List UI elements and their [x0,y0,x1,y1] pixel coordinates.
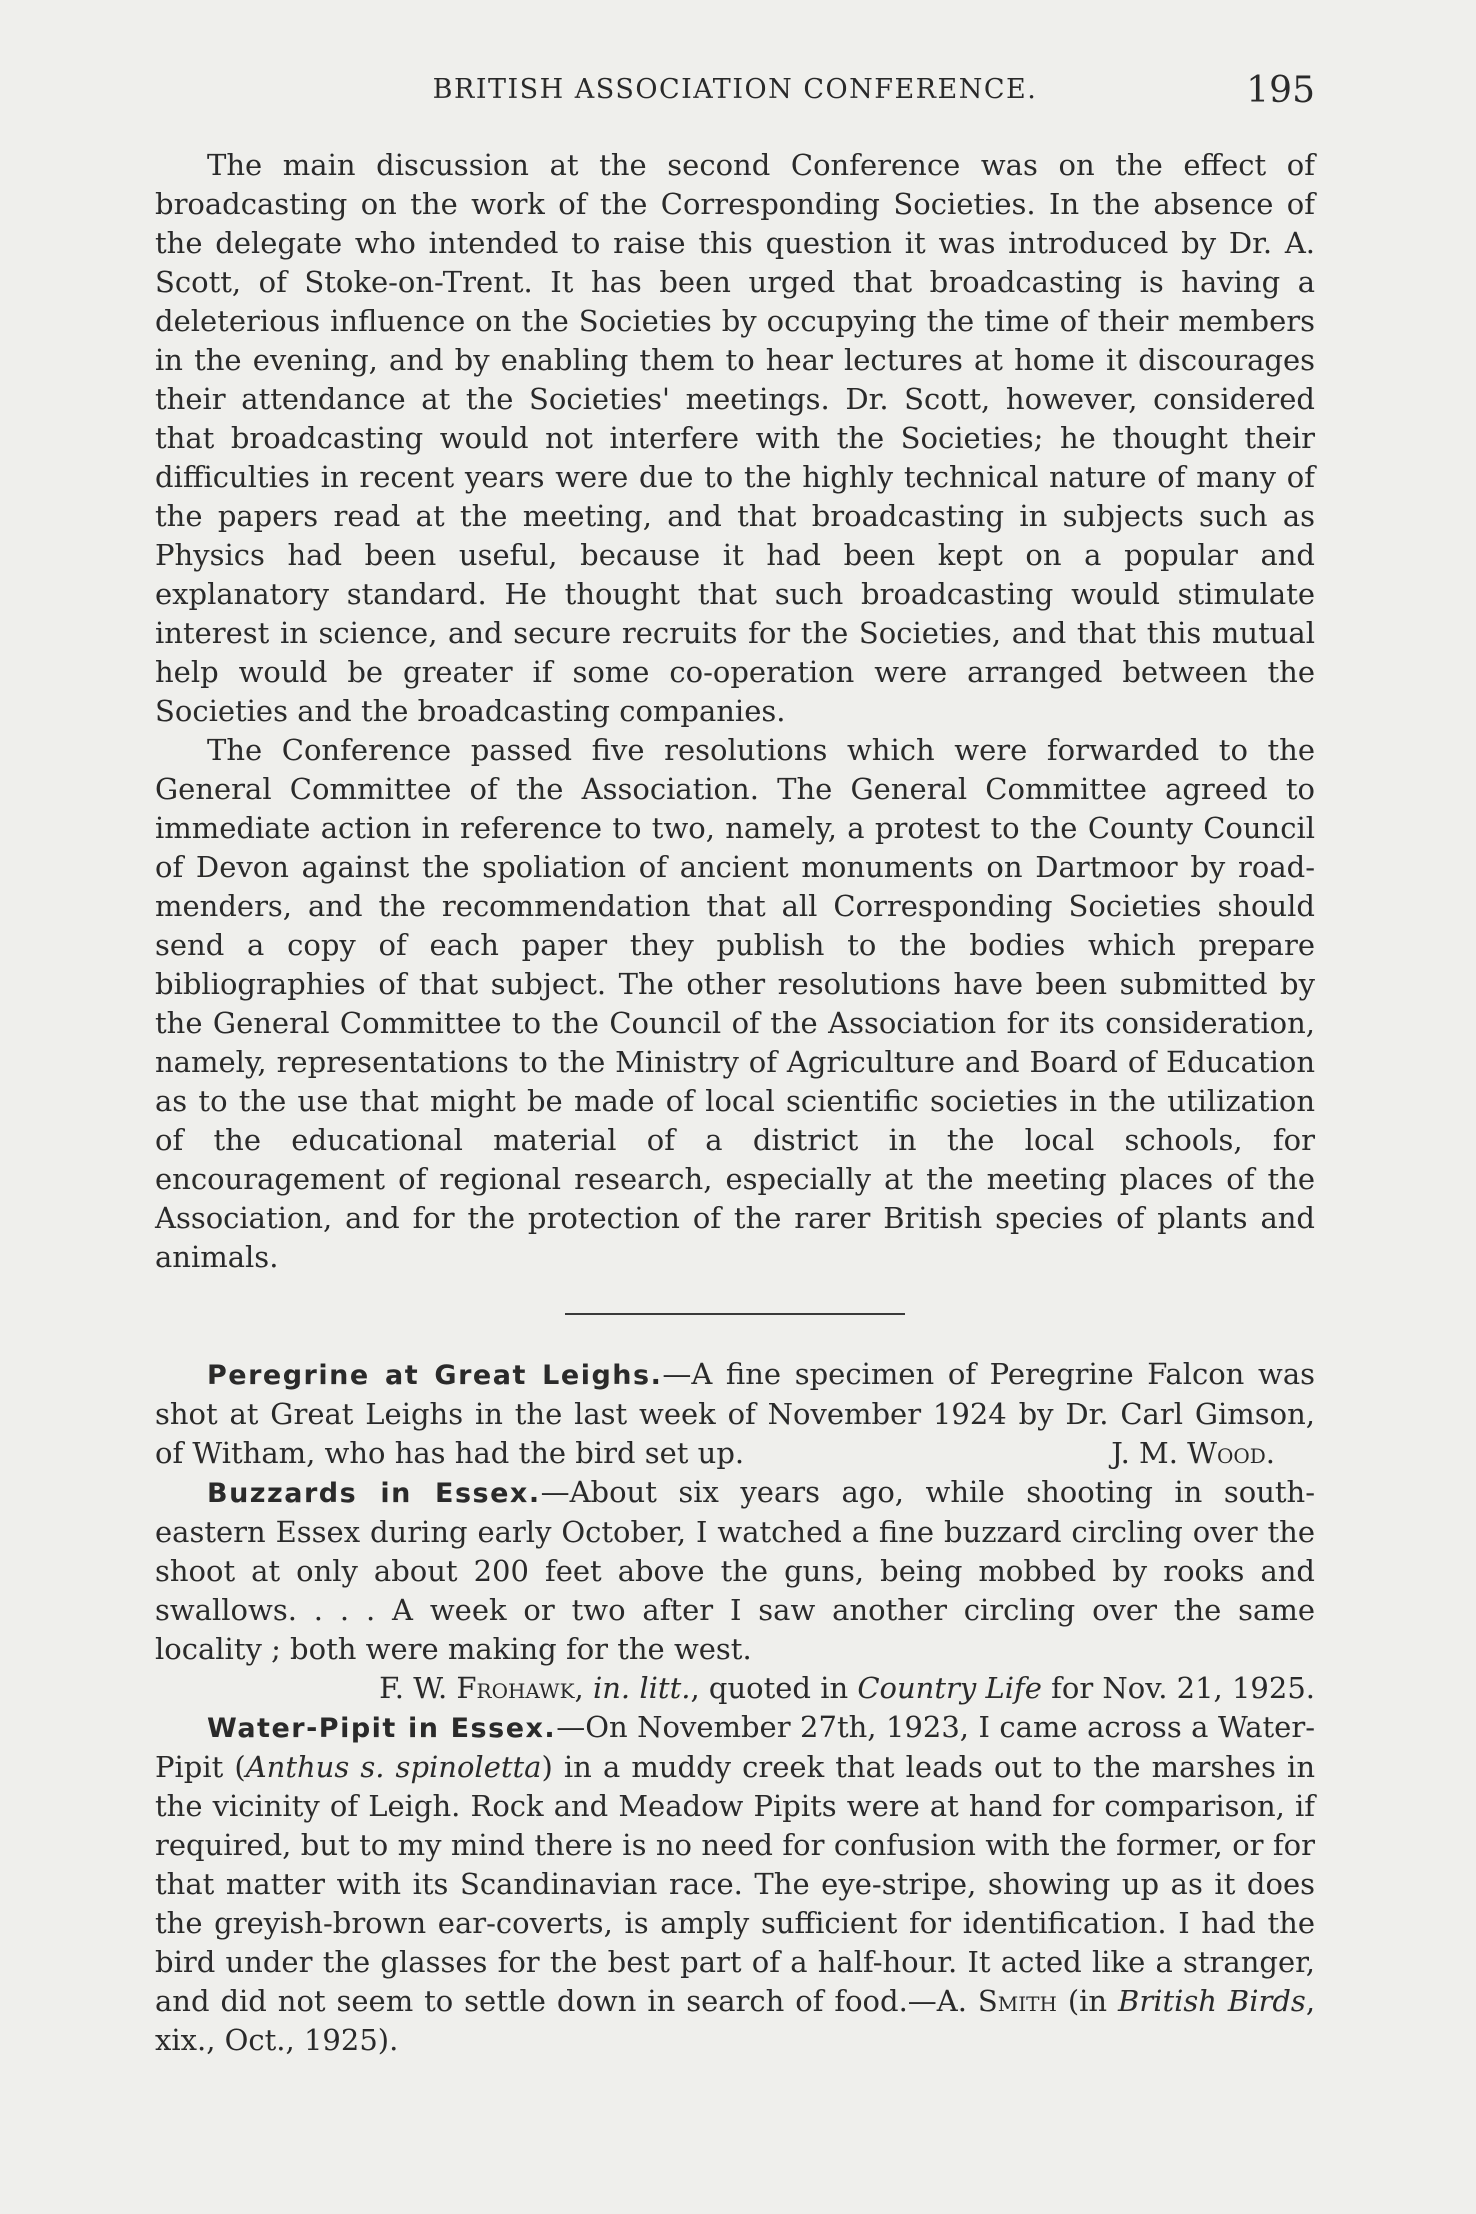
note-title-water-pipit: Water-Pipit in Essex. [207,1713,557,1744]
page [155,70,1315,2060]
note-text-water-pipit-c: (in [1056,1984,1119,2018]
note-text-peregrine: —A fine specimen of Peregrine Falcon was shot at Great Leighs in the last week of November 1924 by Dr. Carl Gimson, of Witham, who has had the bird set up. [155,1357,1315,1470]
body-paragraph-2: The Conference passed five resolutions which were forwarded to the General Committee of the Association. The General Committee agreed to immediate action in reference to two, namely, a protest to the County Council of Devon against the spoliation of ancient monuments on Dartmoor by road-menders, and the recommendation that all Corresponding Societies should send a copy of each paper they publish to the bodies which prepare bibliographies of that subject. The other resolutions have been submitted by the General Committee to the Council of the Association for its consideration, namely, representations to the Ministry of Agriculture and Board of Education as to the use that might be made of local scientific societies in the utilization of the educational material of a district in the local schools, for encouragement of regional research, especially at the meeting places of the Association, and for the protection of the rarer British species of plants and animals. [155,733,1315,1274]
note-title-buzzards: Buzzards in Essex. [207,1478,541,1509]
attribution-date: for Nov. 21, 1925. [1041,1671,1315,1705]
note-attribution-buzzards [155,1669,1315,1708]
page-header [155,70,1315,120]
note-author-water-pipit: A. Smith [936,1984,1057,2018]
species-name: Anthus s. spinoletta [245,1750,542,1784]
note-signature-peregrine: J. M. Wood. [1111,1436,1275,1470]
running-head: BRITISH ASSOCIATION CONFERENCE. [432,74,1038,105]
page-number: 195 [1246,70,1315,111]
note-text-water-pipit-a: —On November 27th, 1923, I came across a Water-Pipit ( [155,1710,1315,1784]
note-text-water-pipit-d: , xix., Oct., 1925). [155,1984,1316,2057]
attribution-source: Country Life [857,1671,1042,1705]
note-source-water-pipit: British Birds [1118,1984,1306,2018]
body-paragraph-1: The main discussion at the second Conference was on the effect of broadcasting on the work of the Corresponding Societies. In the absence of the delegate who intended to raise this question it was introduced by Dr. A. Scott, of Stoke-on-Trent. It has been urged that broadcasting is having a deleterious influence on the Societies by occupying the time of their members in the evening, and by enabling them to hear lectures at home it discourages their attendance at the Societies' meetings. Dr. Scott, however, considered that broadcasting would not interfere with the Societies; he thought their difficulties in recent years were due to the highly technical nature of many of the papers read at the meeting, and that broadcasting in subjects such as Physics had been useful, because it had been kept on a popular and explanatory standard. He thought that such broadcasting would stimulate interest in science, and secure recruits for the Societies, and that this mutual help would be greater if some co-operation were arranged between the Societies and the broadcasting companies. [155,148,1315,728]
section-divider [565,1313,905,1315]
note-text-water-pipit-b: ) in a muddy creek that leads out to the marshes in the vicinity of Leigh. Rock and Meadow Pipits were at hand for comparison, if required, but to my mind there is no need for confusion with the former, or for that matter with its Scandinavian race. The eye-stripe, showing up as it does the greyish-brown ear-coverts, is amply sufficient for identification. I had the bird under the glasses for the best part of a half-hour. It acted like a stranger, and did not seem to settle down in search of food.— [155,1750,1315,2018]
note-water-pipit [155,1708,1315,2060]
note-buzzards [155,1473,1315,1669]
note-title-peregrine: Peregrine at Great Leighs. [207,1360,663,1391]
attribution-author: F. W. Frohawk, [379,1671,584,1705]
attribution-in-litt: in. litt. [592,1671,691,1705]
note-text-buzzards: —About six years ago, while shooting in south-eastern Essex during early October, I watched a fine buzzard circling over the shoot at only about 200 feet above the guns, being mobbed by rooks and swallows. . . . A week or two after I saw another circling over the same locality ; both were making for the west. [155,1475,1315,1666]
note-peregrine [155,1355,1315,1473]
attribution-quoted: , quoted in [690,1671,858,1705]
